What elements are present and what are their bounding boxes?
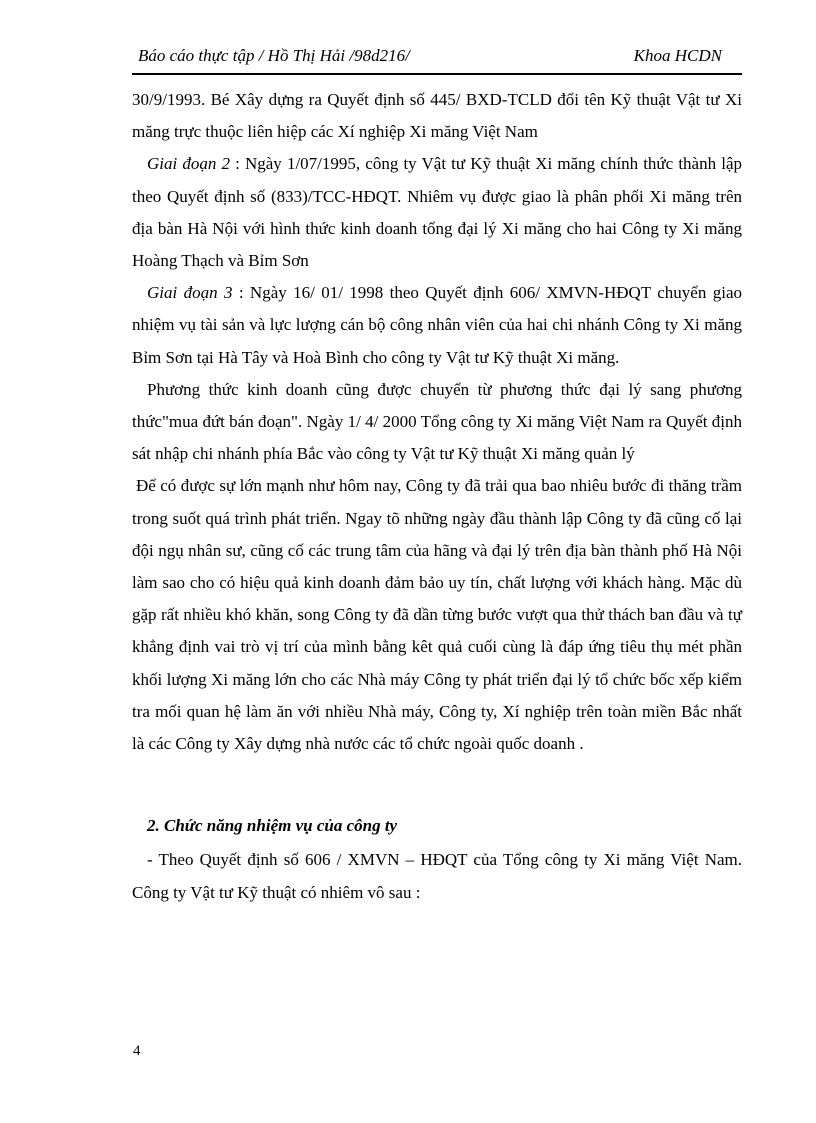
paragraph-company-growth: Để có được sự lớn mạnh như hôm nay, Công ty đã trải qua bao nhiêu bước đi thăng trầm trong suốt quá trình phát triển. Ngay tõ những ngày đầu thành lập Công ty đã cũng cố lại đội ngụ nhân sư, cũng cố các trung tâm của hãng và đại lý trên địa bàn thành phố Hà Nội làm sao cho có hiệu quả kinh doanh đảm bảo uy tín, chất lượng với khách hàng. Mặc dù gặp rất nhiều khó khăn, song Công ty đã dần từng bước vượt qua thử thách ban đầu và tự khẳng định vai trò vị trí của mình bằng kêt quả cuối cùng là đáp ứng tiêu thụ mét phần khối lượng Xi măng lớn cho các Nhà máy Công ty phát triển đại lý tổ chức bốc xếp kiểm tra mối quan hệ làm ăn với nhiều Nhà máy, Công ty, Xí nghiệp trên toàn miền Bắc nhất là các Công ty Xây dựng nhà nước các tổ chức ngoài quốc doanh . — [132, 476, 742, 754]
paragraph-stage-2 — [132, 148, 742, 277]
paragraph-stage-3 — [132, 277, 742, 374]
page-header — [132, 44, 742, 75]
header-department: Khoa HCDN — [633, 46, 722, 65]
header-report-title: Báo cáo thực tập / Hồ Thị Hải /98d216/ — [138, 46, 410, 65]
paragraph-functions-intro: - Theo Quyết định số 606 / XMVN – HĐQT của Tổng công ty Xi măng Việt Nam. Công ty Vật tư Kỹ thuật có nhiêm vô sau : — [132, 850, 742, 902]
paragraph-business-method: Phương thức kinh doanh cũng được chuyển từ phương thức đại lý sang phương thức"mua đứt bán đoạn". Ngày 1/ 4/ 2000 Tổng công ty Xi măng Việt Nam ra Quyết định sát nhập chi nhánh phía Bắc vào công ty Vật tư Kỹ thuật Xi măng quản lý — [132, 379, 742, 464]
stage-3-label: Giai đoạn 3 — [147, 283, 233, 303]
page-footer — [133, 1042, 141, 1060]
paragraph-intro: 30/9/1993. Bé Xây dựng ra Quyết định số 445/ BXD-TCLD đổi tên Kỹ thuật Vật tư Xi măng trực thuộc liên hiệp các Xí nghiệp Xi măng Việt Nam — [132, 90, 742, 142]
section-heading-functions: 2. Chức năng nhiệm vụ của công ty — [147, 816, 398, 836]
stage-3-text: : Ngày 16/ 01/ 1998 theo Quyết định 606/ XMVN-HĐQT chuyển giao nhiệm vụ tài sản và lực lượng cán bộ công nhân viên của hai chi nhánh Công ty Xi măng Bỉm Sơn tại Hà Tây và Hoà Bình cho công ty Vật tư Kỹ thuật Xi măng. — [132, 283, 742, 367]
stage-2-text: : Ngày 1/07/1995, công ty Vật tư Kỹ thuật Xi măng chính thức thành lập theo Quyết định số (833)/TCC-HĐQT. Nhiêm vụ được giao là phân phối Xi măng trên địa bàn Hà Nội với hình thức kinh doanh tổng đại lý Xi măng cho hai Công ty Xi măng Hoàng Thạch và Bỉm Sơn — [132, 154, 742, 271]
page-number: 4 — [133, 1043, 141, 1059]
document-body — [132, 84, 742, 909]
stage-2-label: Giai đoạn 2 — [147, 154, 230, 174]
